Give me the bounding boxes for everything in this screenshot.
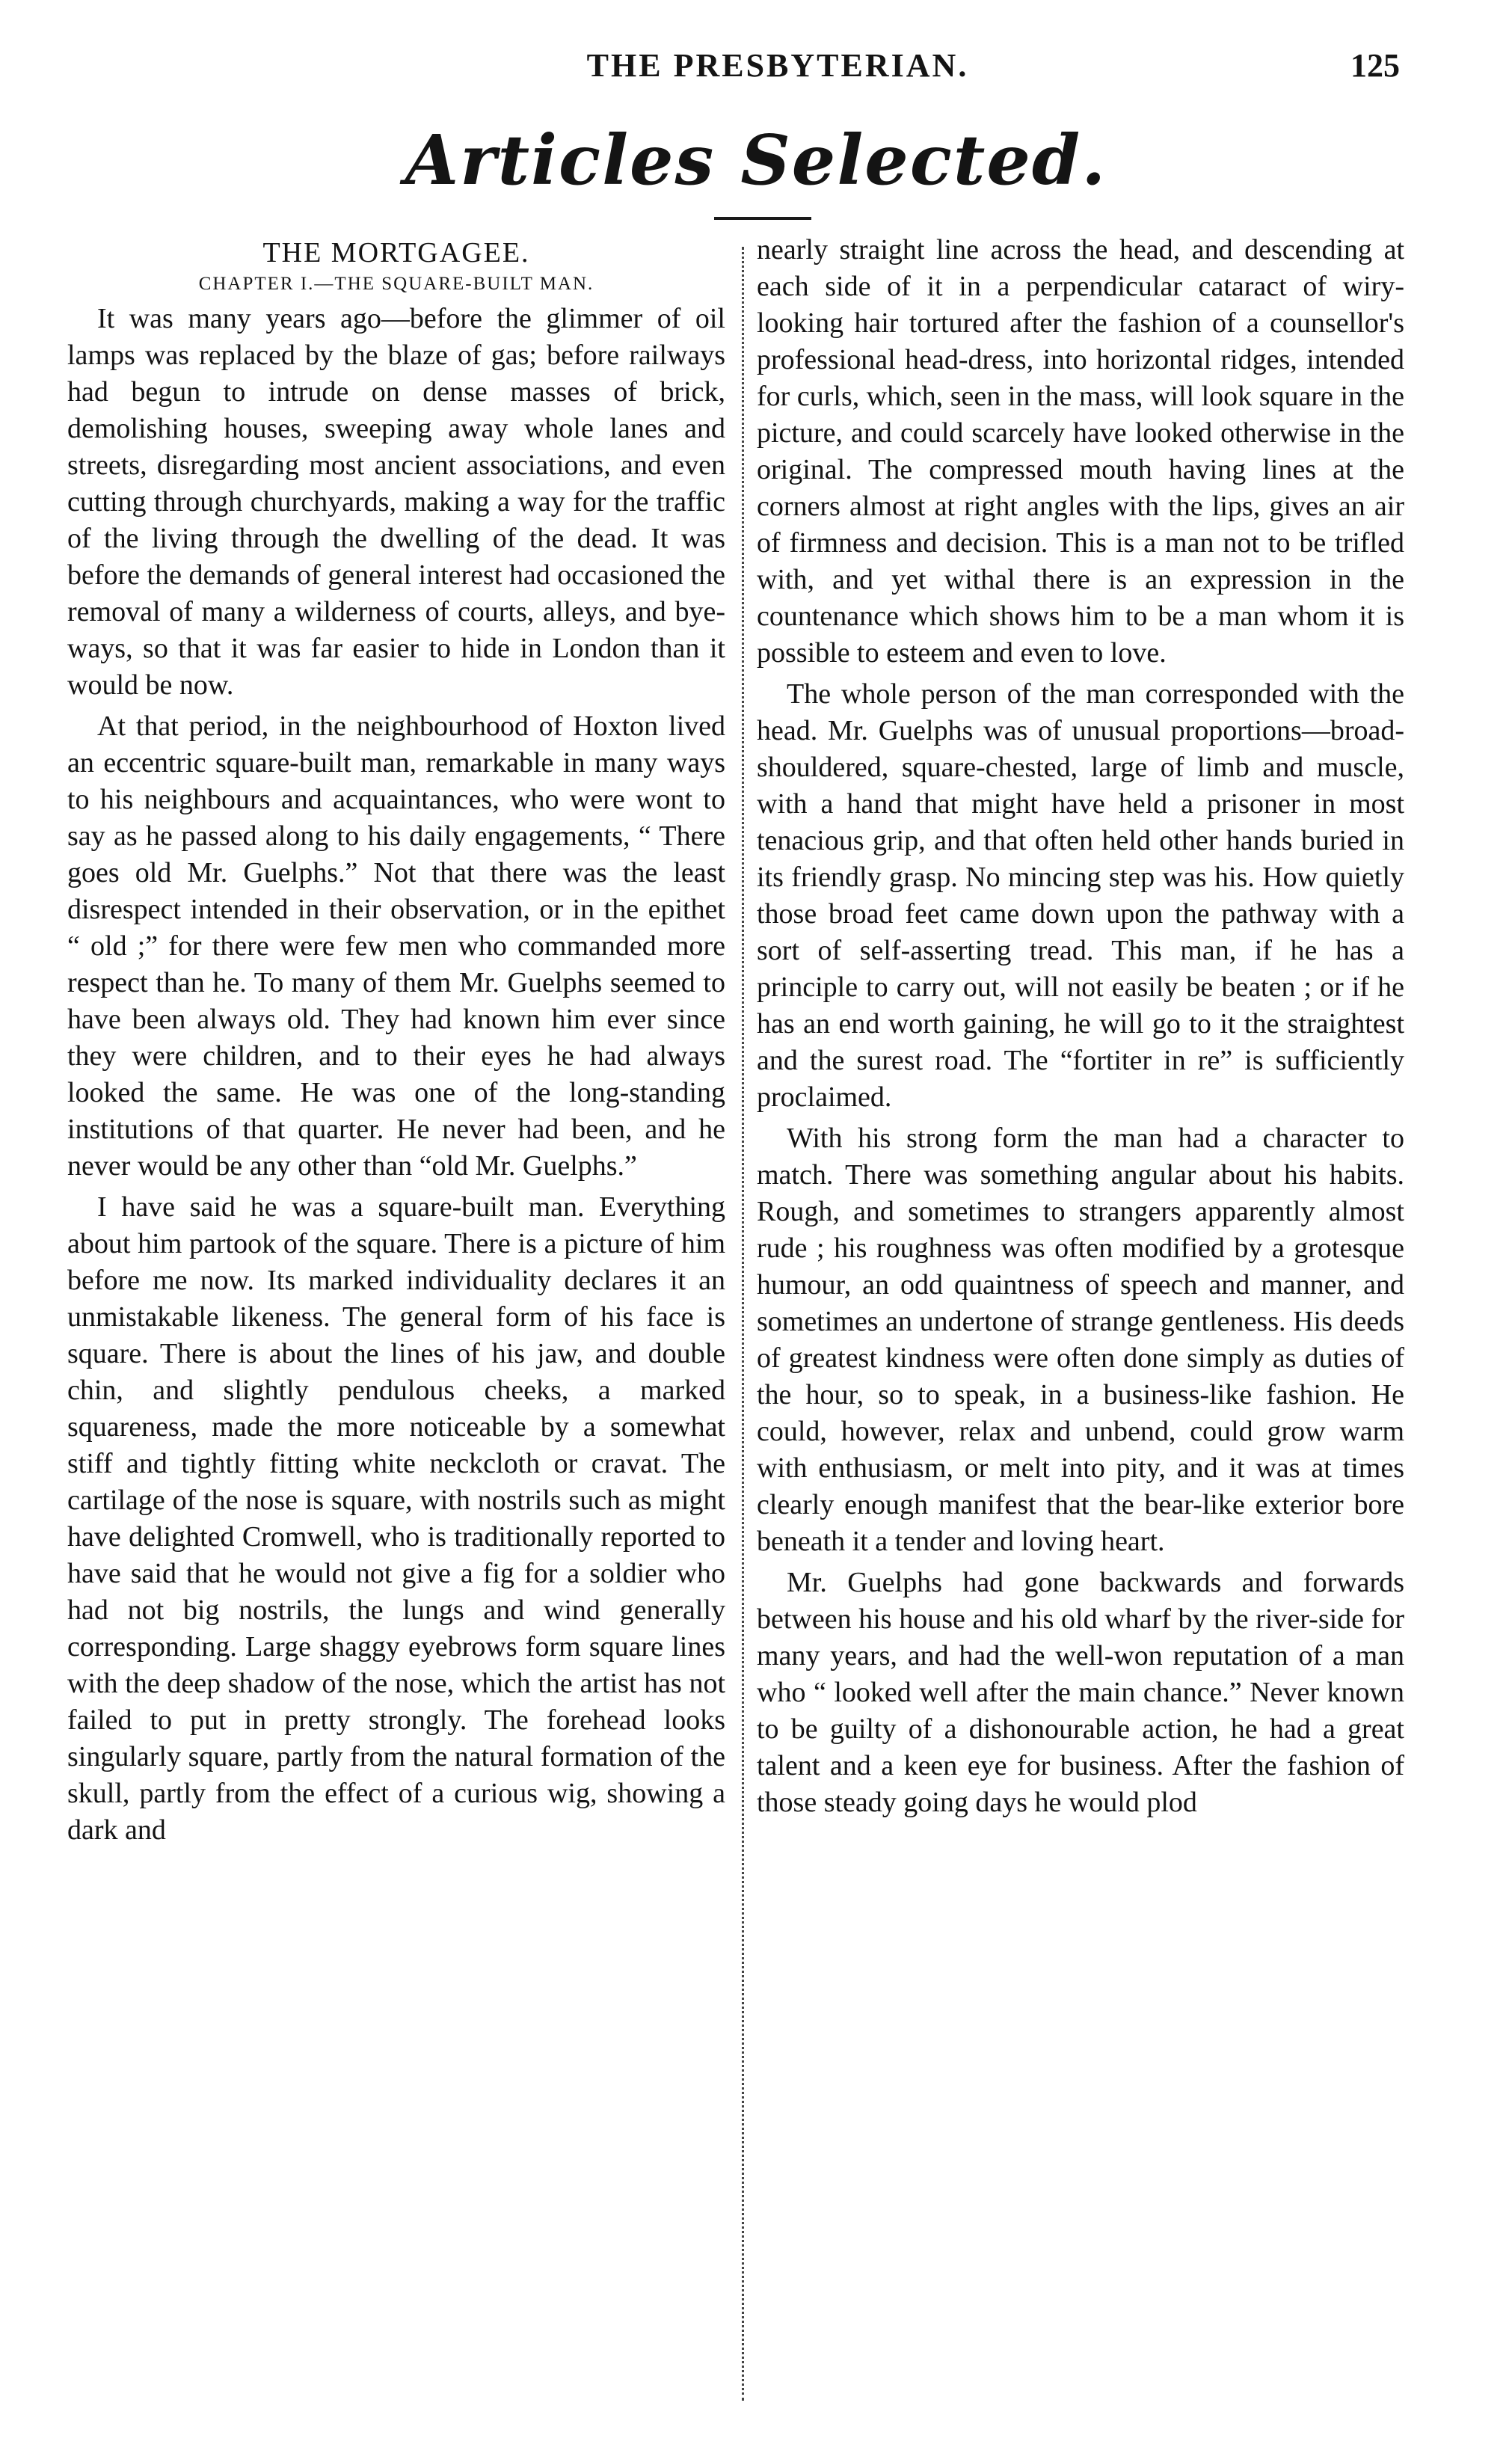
paragraph: At that period, in the neighbourhood of Hoxton lived an eccentric square-built man, remarkable in many ways to his neighbours and acquaintances, who were wont to say as he passed along to his daily engagements, “ There goes old Mr. Guelphs.” Not that there was the least disrespect intended in their observation, or in the epithet “ old ;” for there were few men who commanded more respect than he. To many of them Mr. Guelphs seemed to have been always old. They had known him ever since they were children, and to their eyes he had always looked the same. He was one of the long-standing institutions of that quarter. He never had been, and he never would be any other than “old Mr. Guelphs.” [67,710,725,1182]
journal-title: THE PRESBYTERIAN. [586,47,969,84]
paragraph: It was many years ago—before the glimmer of oil lamps was replaced by the blaze of gas; before railways had begun to intrude on dense masses of brick, demolishing houses, sweeping away whole lanes and streets, disregarding most ancient associations, and even cutting through churchyards, making a way for the traffic of the living through the dwelling of the dead. It was before the demands of general interest had occasioned the removal of many a wilderness of courts, alleys, and bye-ways, so that it was far easier to hide in London than it would be now. [67,303,725,701]
paragraph: With his strong form the man had a character to match. There was something angular about his habits. Rough, and sometimes to strangers apparently almost rude ; his roughness was often modified by a grotesque humour, an odd quaintness of speech and manner, and sometimes an undertone of strange gentleness. His deeds of greatest kindness were often done simply as duties of the hour, so to speak, in a business-like fashion. He could, however, relax and unbend, could grow warm with enthusiasm, or melt into pity, and it was at times clearly enough manifest that the bear-like exterior bore beneath it a tender and loving heart. [757,1123,1404,1557]
paragraph: The whole person of the man corresponded with the head. Mr. Guelphs was of unusual proportions—broad-shouldered, square-chested, large of limb and muscle, with a hand that might have held a prisoner in most tenacious grip, and that often held other hands buried in its friendly grasp. No mincing step was his. How quietly those broad feet came down upon the pathway with a sort of self-asserting tread. This man, if he has a principle to carry out, will not easily be beaten ; or if he has an end worth gaining, he will go to it the straightest and the surest road. The “fortiter in re” is sufficiently proclaimed. [757,678,1404,1113]
chapter-title: CHAPTER I.—THE SQUARE-BUILT MAN. [198,274,594,294]
paragraph: Mr. Guelphs had gone backwards and forwards between his house and his old wharf by the river-side for many years, and had the well-won reputation of a man who “ looked well after the main chance.” Never known to be guilty of a dishonourable action, he had a great talent and a keen eye for business. After the fashion of those steady going days he would plod [757,1567,1404,1818]
paragraph: nearly straight line across the head, and descending at each side of it in a perpendicular cataract of wiry-looking hair tortured after the fashion of a counsellor's professional head-dress, into horizontal ridges, intended for curls, which, seen in the mass, will look square in the picture, and could scarcely have looked otherwise in the original. The compressed mouth having lines at the corners almost at right angles with the lips, gives an air of firmness and decision. This is a man not to be trifled with, and yet withal there is an expression in the countenance which shows him to be a man whom it is possible to esteem and even to love. [757,234,1404,669]
running-head [0,46,1512,91]
left-column [67,232,725,1853]
right-column [757,232,1404,1826]
paragraph: I have said he was a square-built man. Everything about him partook of the square. There is a picture of him before me now. Its marked individuality declares it an unmistakable likeness. The general form of his face is square. There is about the lines of his jaw, and double chin, and slightly pendulous cheeks, a marked squareness, made the more noticeable by a somewhat stiff and tightly fitting white neckcloth or cravat. The cartilage of the nose is square, with nostrils such as might have delighted Cromwell, who is traditionally reported to have said that he would not give a fig for a soldier who had not big nostrils, the lungs and wind generally corresponding. Large shaggy eyebrows form square lines with the deep shadow of the nose, which the artist has not failed to put in pretty strongly. The forehead looks singularly square, partly from the natural formation of the skull, partly from the effect of a curious wig, showing a dark and [67,1191,725,1846]
column-divider [742,247,744,2401]
article-title: THE MORTGAGEE. [262,237,530,268]
section-title: Articles Selected. [405,120,1107,200]
title-rule [714,217,811,220]
page-number: 125 [1350,47,1400,84]
